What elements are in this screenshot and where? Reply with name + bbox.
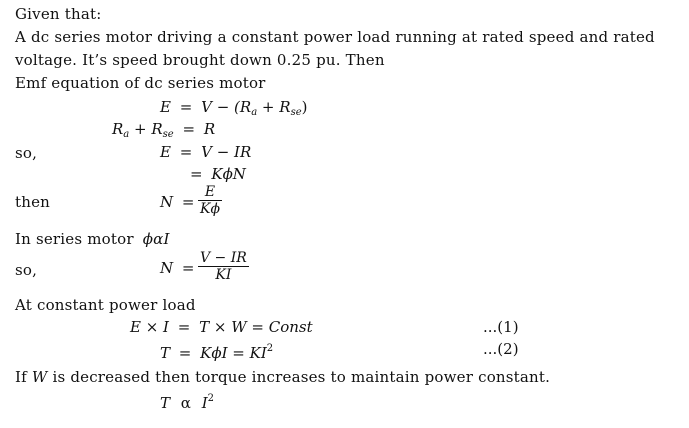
equation-resistance: $R_a + R_{se} = R$ <box>112 120 216 140</box>
equation-proportionality: T α $I^2$ <box>160 393 215 412</box>
series-motor-text: In series motor ϕαI <box>15 230 170 248</box>
equation-speed-series: N = <box>160 259 195 277</box>
equation-emf: $E = V - (R_a + R_{se})$ <box>160 98 308 118</box>
equation-tag-2: ...(2) <box>483 340 519 358</box>
equation-emf-flux: = KϕN <box>190 165 246 183</box>
so-label-2: so, <box>15 261 38 279</box>
equation-power: E × I = T × W = Const <box>130 318 313 336</box>
problem-line-1: A dc series motor driving a constant power load running at rated speed and rated <box>15 28 655 46</box>
equation-speed: N = <box>160 193 195 211</box>
so-label-1: so, <box>15 144 38 162</box>
problem-line-2: voltage. It’s speed brought down 0.25 pu. Then <box>15 51 385 69</box>
then-label: then <box>15 193 51 211</box>
fraction-v-ir-over-ki: $\frac{V - IR}{KI}$ <box>200 250 247 283</box>
given-heading: Given that: <box>15 5 102 23</box>
equation-tag-1: ...(1) <box>483 318 519 336</box>
constant-power-heading: At constant power load <box>15 296 196 314</box>
equation-emf-simplified: E = V − IR <box>160 143 252 161</box>
conclusion-text: If W is decreased then torque increases to maintain power constant. <box>15 368 551 386</box>
emf-heading: Emf equation of dc series motor <box>15 74 266 92</box>
fraction-e-over-kphi: $\frac{E}{K\phi}$ <box>200 184 221 217</box>
equation-torque: $T = K\phi I = KI^2$ <box>160 343 274 362</box>
